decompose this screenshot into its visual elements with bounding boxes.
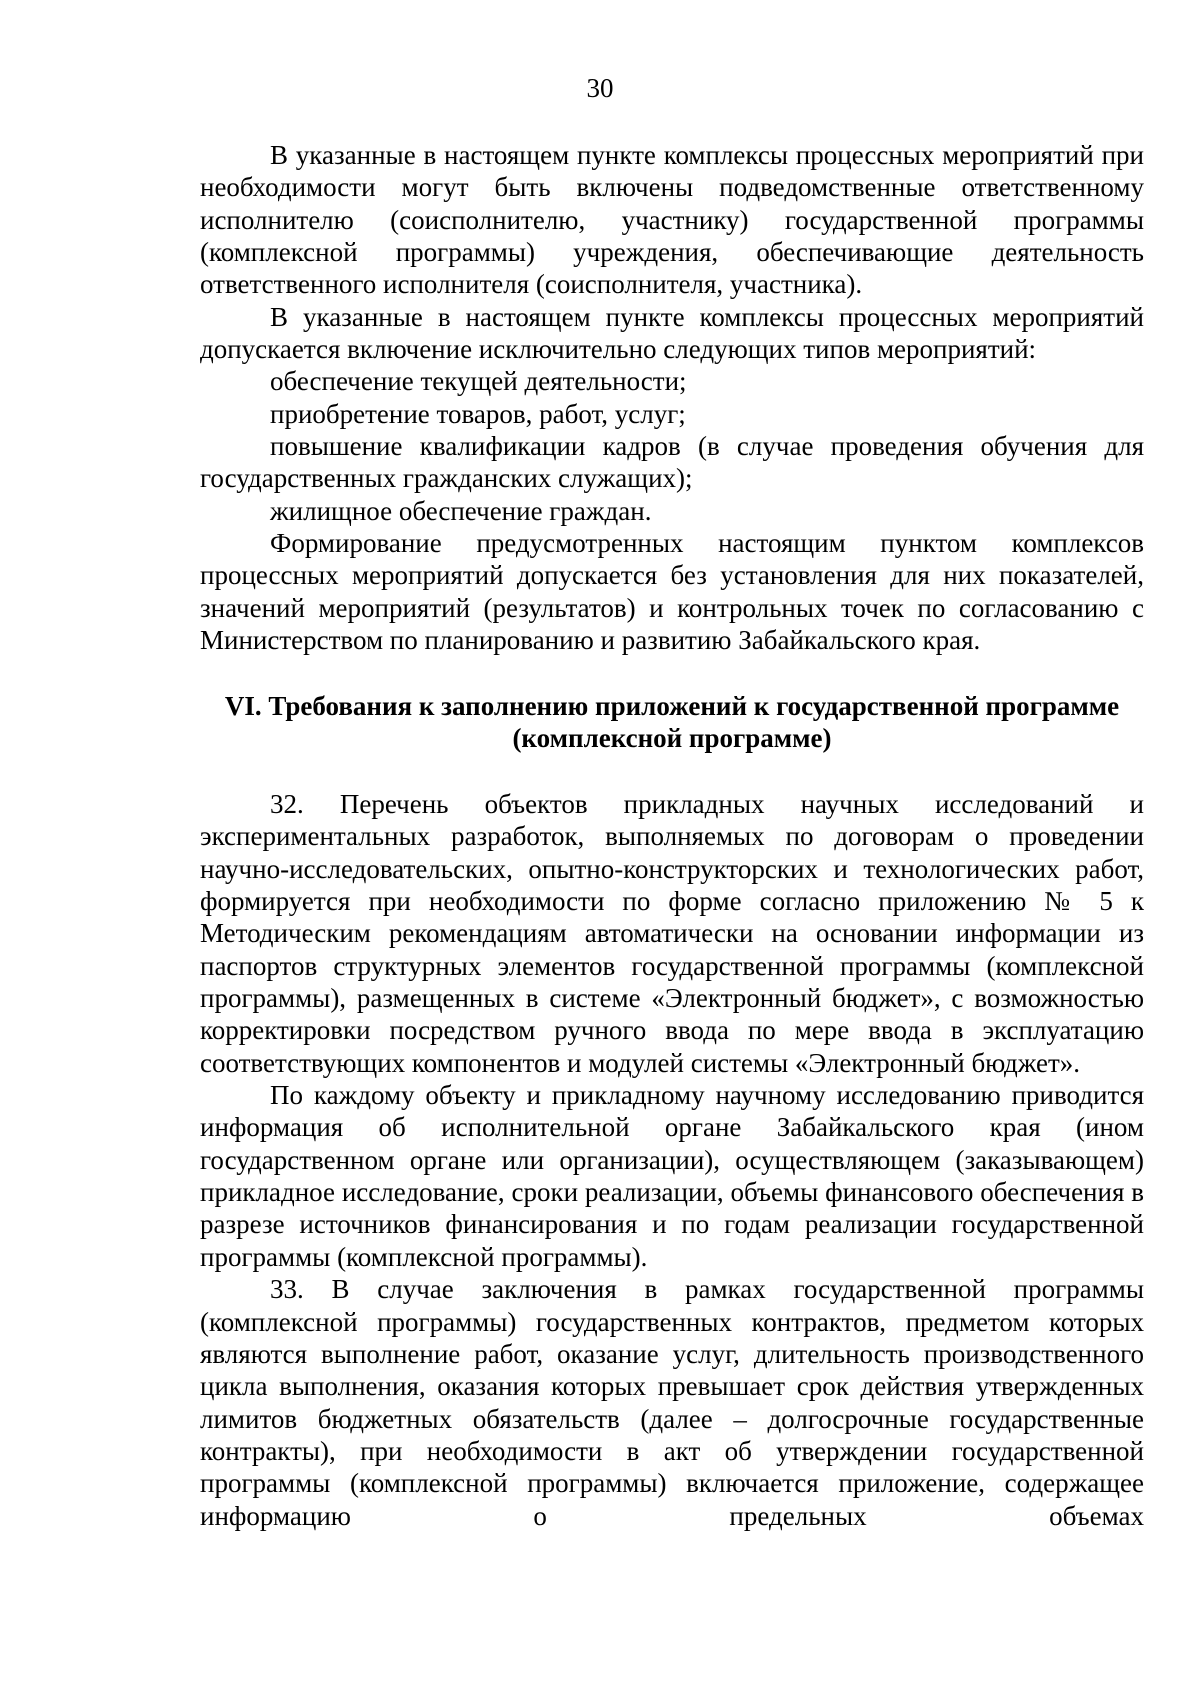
paragraph-32: 32. Перечень объектов прикладных научных исследований и экспериментальных разработок, выполняемых по договорам о проведении научно-исследовательских, опытно-конструкторских и технологических работ, формируется при необходимости по форме согласно приложению № 5 к Методическим рекомендациям автоматически на основании информации из паспортов структурных элементов государственной программы (комплексной программы), размещенных в системе «Электронный бюджет», с возможностью корректировки посредством ручного ввода по мере ввода в эксплуатацию соответствующих компонентов и модулей системы «Электронный бюджет». xyxy=(200,789,1144,1078)
paragraph: Формирование предусмотренных настоящим пунктом комплексов процессных мероприятий допускается без установления для них показателей, значений мероприятий (результатов) и контрольных точек по согласованию с Министерством по планированию и развитию Забайкальского края. xyxy=(200,528,1144,656)
list-item: обеспечение текущей деятельности; xyxy=(270,366,687,397)
list-item: жилищное обеспечение граждан. xyxy=(270,495,652,526)
text-block-top xyxy=(200,139,1144,657)
section-heading: VI. Требования к заполнению приложений к государственной программе (комплексной программе) xyxy=(224,691,1120,754)
paragraph-33: 33. В случае заключения в рамках государственной программы (комплексной программы) государственных контрактов, предметом которых являются выполнение работ, оказание услуг, длительность производственного цикла выполнения, оказания которых превышает срок действия утвержденных лимитов бюджетных обязательств (далее – долгосрочные государственные контракты), при необходимости в акт об утверждении государственной программы (комплексной программы) включается приложение, содержащее информацию о предельных объемах xyxy=(200,1274,1144,1531)
list-item: приобретение товаров, работ, услуг; xyxy=(270,398,686,429)
paragraph: По каждому объекту и прикладному научному исследованию приводится информация об исполнительной органе Забайкальского края (ином государственном органе или организации), осуществляющем (заказывающем) прикладное исследование, сроки реализации, объемы финансового обеспечения в разрезе источников финансирования и по годам реализации государственной программы (комплексной программы). xyxy=(200,1080,1144,1272)
text-block-bottom xyxy=(200,788,1144,1532)
paragraph: В указанные в настоящем пункте комплексы процессных мероприятий при необходимости могут быть включены подведомственные ответственному исполнителю (соисполнителю, участнику) государственной программы (комплексной программы) учреждения, обеспечивающие деятельность ответственного исполнителя (соисполнителя, участника). xyxy=(200,140,1144,300)
list-item: повышение квалификации кадров (в случае проведения обучения для государственных гражданских служащих); xyxy=(200,431,1144,494)
paragraph: В указанные в настоящем пункте комплексы процессных мероприятий допускается включение исключительно следующих типов мероприятий: xyxy=(200,301,1144,365)
page-number: 30 xyxy=(586,73,614,103)
